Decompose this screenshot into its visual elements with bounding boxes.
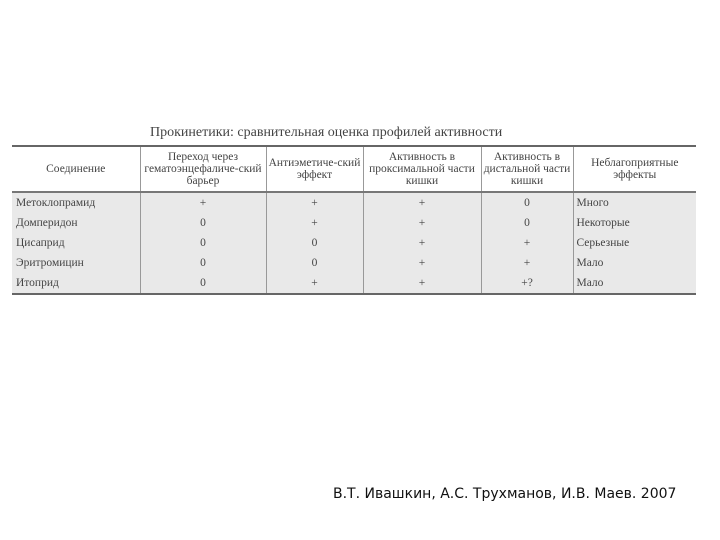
cell-distal: + — [481, 233, 573, 253]
cell-distal: + — [481, 253, 573, 273]
table-row — [12, 273, 696, 294]
cell-adverse: Серьезные — [573, 233, 696, 253]
cell-proximal: + — [363, 213, 481, 233]
table-row — [12, 253, 696, 273]
header-antiemetic: Антиэметиче-ский эффект — [266, 146, 363, 192]
activity-table-container — [12, 145, 696, 295]
cell-antiemetic: + — [266, 192, 363, 213]
table-row — [12, 233, 696, 253]
cell-bbb: 0 — [140, 253, 266, 273]
table-row — [12, 192, 696, 213]
table-title: Прокинетики: сравнительная оценка профилей активности — [150, 125, 503, 140]
header-distal-activity: Активность в дистальной части кишки — [481, 146, 573, 192]
cell-proximal: + — [363, 253, 481, 273]
source-credit: В.Т. Ивашкин, А.С. Трухманов, И.В. Маев. 2007 — [333, 486, 677, 502]
cell-proximal: + — [363, 233, 481, 253]
cell-antiemetic: 0 — [266, 253, 363, 273]
cell-bbb: + — [140, 192, 266, 213]
cell-compound: Цисаприд — [16, 237, 65, 249]
cell-adverse: Мало — [573, 273, 696, 294]
header-adverse-effects: Неблагоприятные эффекты — [573, 146, 696, 192]
header-bbb-crossing: Переход через гематоэнцефаличе-ский барьер — [140, 146, 266, 192]
cell-distal: 0 — [481, 192, 573, 213]
cell-adverse: Мало — [573, 253, 696, 273]
cell-antiemetic: 0 — [266, 233, 363, 253]
cell-antiemetic: + — [266, 273, 363, 294]
cell-adverse: Некоторые — [573, 213, 696, 233]
cell-bbb: 0 — [140, 233, 266, 253]
cell-bbb: 0 — [140, 213, 266, 233]
table-row — [12, 213, 696, 233]
cell-distal: 0 — [481, 213, 573, 233]
cell-distal: +? — [481, 273, 573, 294]
activity-table — [12, 145, 696, 295]
header-row — [12, 146, 696, 192]
cell-compound: Домперидон — [16, 217, 78, 229]
cell-proximal: + — [363, 273, 481, 294]
cell-antiemetic: + — [266, 213, 363, 233]
header-compound: Соединение — [46, 163, 106, 175]
cell-compound: Метоклопрамид — [16, 197, 96, 209]
header-proximal-activity: Активность в проксимальной части кишки — [363, 146, 481, 192]
cell-adverse: Много — [573, 192, 696, 213]
cell-compound: Итоприд — [16, 277, 59, 289]
cell-bbb: 0 — [140, 273, 266, 294]
cell-compound: Эритромицин — [16, 257, 84, 269]
cell-proximal: + — [363, 192, 481, 213]
